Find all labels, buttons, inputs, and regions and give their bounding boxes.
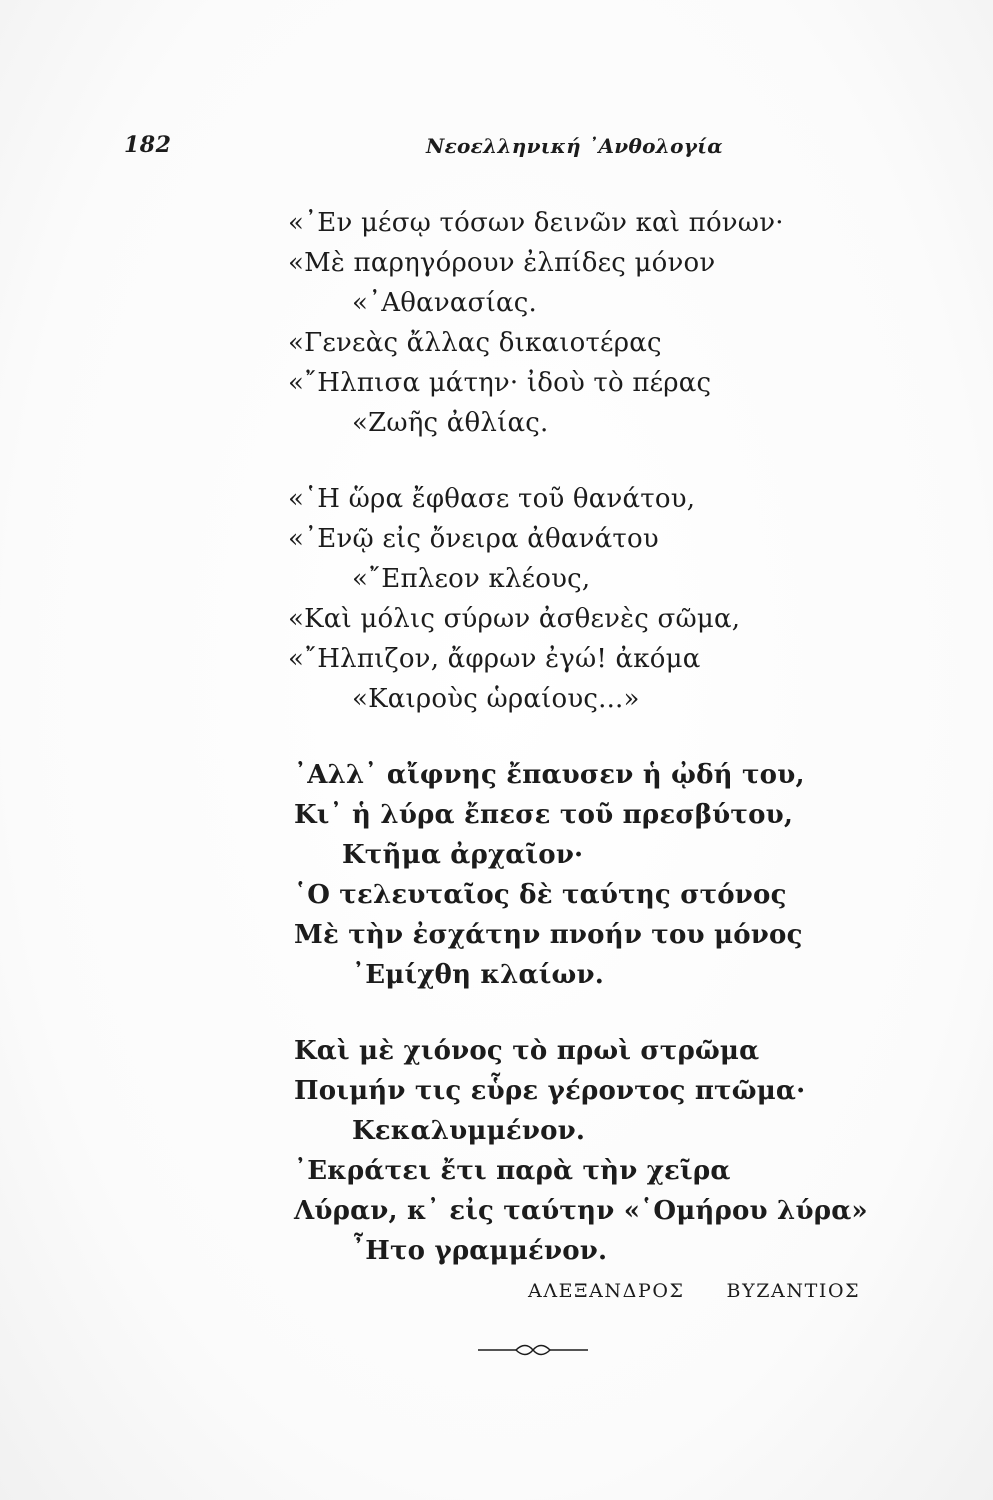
poem-line: «᾿Εν μέσῳ τόσων δεινῶν καὶ πόνων· xyxy=(288,208,784,238)
poem-line: «Μὲ παρηγόρουν ἐλπίδες μόνον xyxy=(288,248,716,278)
poem-line: «᾿Αθανασίας. xyxy=(352,288,537,318)
running-title: Νεοελληνική ᾿Ανθολογία xyxy=(426,134,723,158)
poem-line: ᾿Αλλ᾿ αἴφνης ἔπαυσεν ἡ ᾠδή του, xyxy=(294,760,805,790)
poem-line: ᾿Εκράτει ἔτι παρὰ τὴν χεῖρα xyxy=(294,1156,731,1186)
poem-line: «῎Επλεον κλέους, xyxy=(352,564,591,594)
poem-line: «Καιροὺς ὡραίους...» xyxy=(352,684,640,714)
poem-line: Ποιμήν τις εὗρε γέροντος πτῶμα· xyxy=(294,1076,806,1106)
poem-line: «Καὶ μόλις σύρων ἀσθενὲς σῶμα, xyxy=(288,604,741,634)
poem-line: «Ζωῆς ἀθλίας. xyxy=(352,408,549,438)
author-first-name: ΑΛΕΞΑΝΔΡΟΣ xyxy=(528,1280,685,1302)
poem-line: «῎Ηλπισα μάτην· ἰδοὺ τὸ πέρας xyxy=(288,368,712,398)
poem-line: «῾Η ὥρα ἔφθασε τοῦ θανάτου, xyxy=(288,484,696,514)
poem-line: Λύραν, κ᾿ εἰς ταύτην «῾Ομήρου λύρα» xyxy=(294,1196,868,1226)
author-last-name: ΒΥΖΑΝΤΙΟΣ xyxy=(726,1280,861,1302)
poem-line: «᾿Ενῷ εἰς ὄνειρα ἀθανάτου xyxy=(288,524,659,554)
poem-line: ῾Ο τελευταῖος δὲ ταύτης στόνος xyxy=(294,880,787,910)
poem-line: ῏Ητο γραμμένον. xyxy=(352,1236,608,1266)
poem-line: Κτῆμα ἀρχαῖον· xyxy=(342,840,584,870)
poem-line: Μὲ τὴν ἐσχάτην πνοήν του μόνος xyxy=(294,920,803,950)
author-signature xyxy=(528,1280,860,1302)
poem-line: Κεκαλυμμένον. xyxy=(352,1116,586,1146)
page-number: 182 xyxy=(124,132,172,158)
poem-line: Κι᾿ ἡ λύρα ἔπεσε τοῦ πρεσβύτου, xyxy=(294,800,794,830)
poem-line: Καὶ μὲ χιόνος τὸ πρωὶ στρῶμα xyxy=(294,1036,760,1066)
tail-ornament-icon xyxy=(478,1340,588,1360)
poem-line: «Γενεὰς ἄλλας δικαιοτέρας xyxy=(288,328,662,358)
poem-line: «῎Ηλπιζον, ἄφρων ἐγώ! ἀκόμα xyxy=(288,644,701,674)
poem-line: ᾿Εμίχθη κλαίων. xyxy=(352,960,604,990)
